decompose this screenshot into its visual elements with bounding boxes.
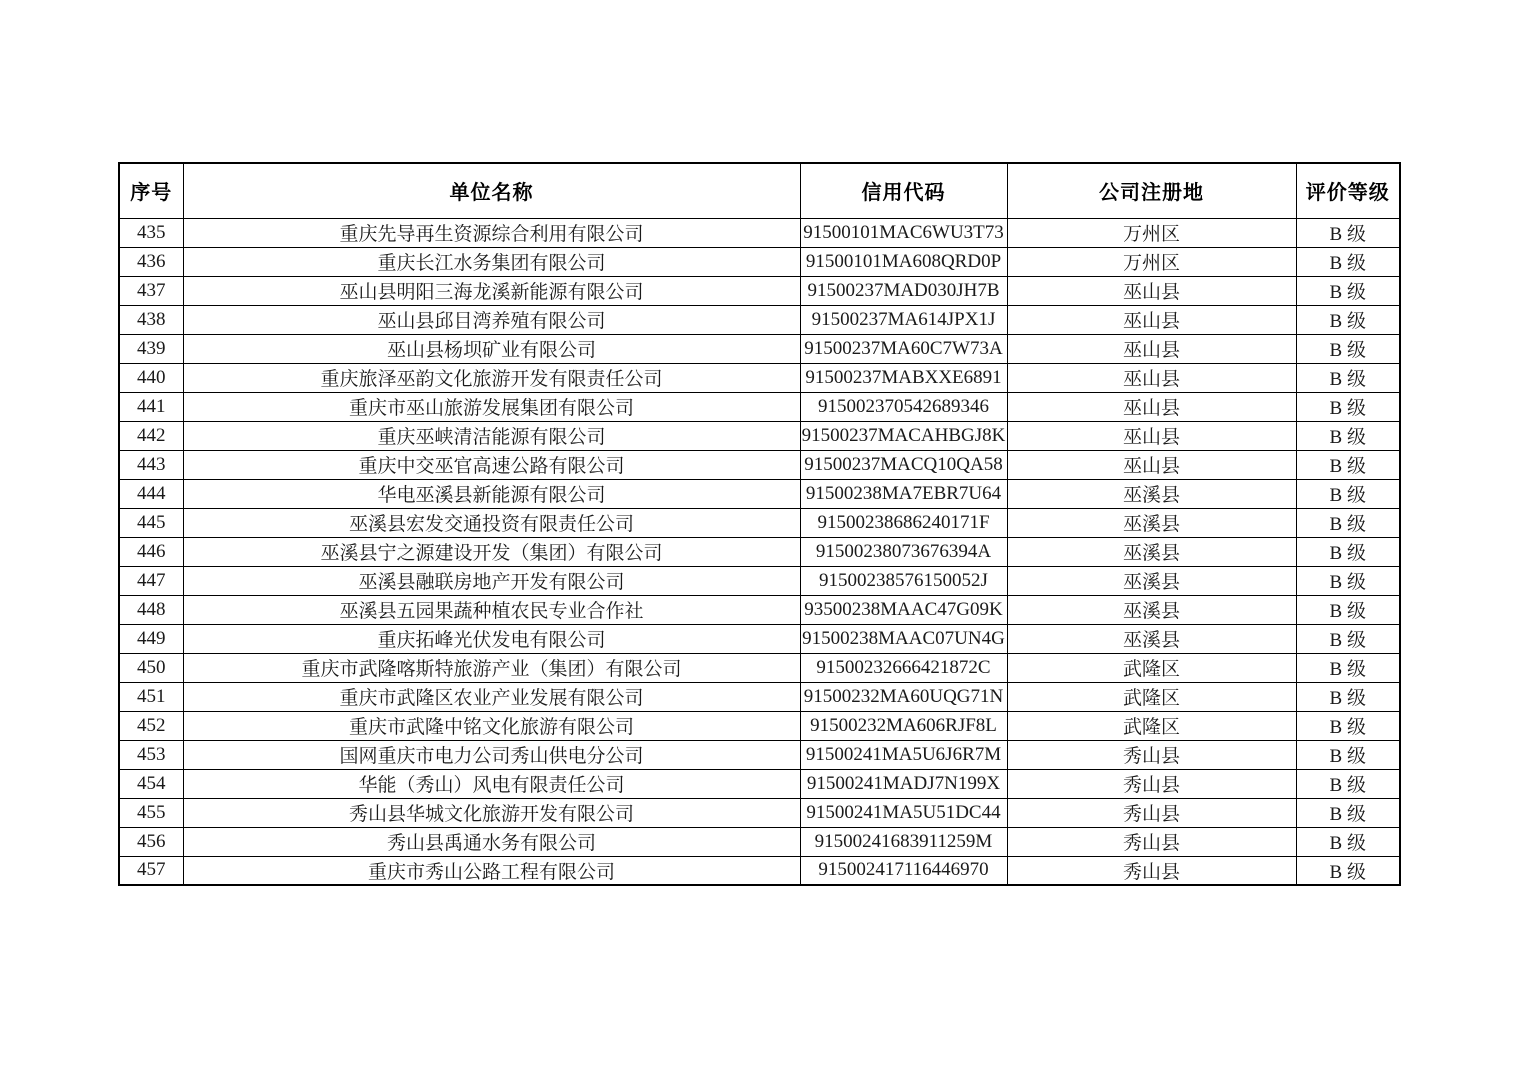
cell-no: 454: [119, 769, 183, 798]
cell-rating: B 级: [1296, 711, 1400, 740]
table-row: [119, 595, 1400, 624]
table-row: [119, 508, 1400, 537]
cell-no: 453: [119, 740, 183, 769]
cell-location: 巫溪县: [1007, 566, 1296, 595]
table-row: [119, 537, 1400, 566]
cell-name: 重庆先导再生资源综合利用有限公司: [183, 218, 800, 247]
cell-location: 巫溪县: [1007, 595, 1296, 624]
cell-code: 91500232666421872C: [800, 653, 1007, 682]
cell-rating: B 级: [1296, 276, 1400, 305]
table-row: [119, 653, 1400, 682]
cell-code: 91500232MA60UQG71N: [800, 682, 1007, 711]
cell-location: 万州区: [1007, 247, 1296, 276]
cell-name: 巫山县明阳三海龙溪新能源有限公司: [183, 276, 800, 305]
cell-name: 巫山县邱目湾养殖有限公司: [183, 305, 800, 334]
table-row: [119, 450, 1400, 479]
cell-rating: B 级: [1296, 247, 1400, 276]
cell-no: 442: [119, 421, 183, 450]
cell-no: 445: [119, 508, 183, 537]
column-header-rating: 评价等级: [1296, 163, 1400, 218]
cell-rating: B 级: [1296, 479, 1400, 508]
table-row: [119, 363, 1400, 392]
table-row: [119, 624, 1400, 653]
cell-code: 91500237MACAHBGJ8K: [800, 421, 1007, 450]
column-header-name: 单位名称: [183, 163, 800, 218]
column-header-location: 公司注册地: [1007, 163, 1296, 218]
cell-location: 巫溪县: [1007, 508, 1296, 537]
table-row: [119, 218, 1400, 247]
cell-rating: B 级: [1296, 305, 1400, 334]
table-row: [119, 682, 1400, 711]
table-row: [119, 479, 1400, 508]
cell-location: 巫山县: [1007, 276, 1296, 305]
cell-rating: B 级: [1296, 392, 1400, 421]
cell-location: 秀山县: [1007, 740, 1296, 769]
table-row: [119, 798, 1400, 827]
cell-location: 巫山县: [1007, 450, 1296, 479]
cell-name: 重庆拓峰光伏发电有限公司: [183, 624, 800, 653]
table-row: [119, 827, 1400, 856]
cell-location: 秀山县: [1007, 827, 1296, 856]
cell-name: 重庆巫峡清洁能源有限公司: [183, 421, 800, 450]
cell-name: 秀山县禹通水务有限公司: [183, 827, 800, 856]
cell-no: 443: [119, 450, 183, 479]
cell-location: 秀山县: [1007, 798, 1296, 827]
cell-location: 武隆区: [1007, 711, 1296, 740]
cell-name: 巫溪县宏发交通投资有限责任公司: [183, 508, 800, 537]
cell-name: 重庆市武隆喀斯特旅游产业（集团）有限公司: [183, 653, 800, 682]
cell-location: 巫溪县: [1007, 537, 1296, 566]
table-row: [119, 392, 1400, 421]
cell-no: 436: [119, 247, 183, 276]
cell-name: 秀山县华城文化旅游开发有限公司: [183, 798, 800, 827]
table-row: [119, 566, 1400, 595]
cell-code: 91500101MA608QRD0P: [800, 247, 1007, 276]
cell-name: 巫山县杨坝矿业有限公司: [183, 334, 800, 363]
cell-rating: B 级: [1296, 537, 1400, 566]
cell-no: 435: [119, 218, 183, 247]
cell-rating: B 级: [1296, 218, 1400, 247]
cell-location: 秀山县: [1007, 856, 1296, 885]
cell-name: 重庆长江水务集团有限公司: [183, 247, 800, 276]
cell-name: 华能（秀山）风电有限责任公司: [183, 769, 800, 798]
cell-code: 91500241683911259M: [800, 827, 1007, 856]
cell-location: 巫溪县: [1007, 624, 1296, 653]
table-row: [119, 334, 1400, 363]
cell-location: 巫山县: [1007, 392, 1296, 421]
cell-code: 91500237MACQ10QA58: [800, 450, 1007, 479]
cell-rating: B 级: [1296, 334, 1400, 363]
cell-rating: B 级: [1296, 827, 1400, 856]
cell-location: 巫山县: [1007, 305, 1296, 334]
column-header-code: 信用代码: [800, 163, 1007, 218]
cell-code: 91500241MA5U6J6R7M: [800, 740, 1007, 769]
cell-name: 巫溪县融联房地产开发有限公司: [183, 566, 800, 595]
table-row: [119, 247, 1400, 276]
cell-name: 重庆市武隆中铭文化旅游有限公司: [183, 711, 800, 740]
cell-rating: B 级: [1296, 653, 1400, 682]
cell-no: 437: [119, 276, 183, 305]
cell-location: 巫山县: [1007, 421, 1296, 450]
cell-name: 华电巫溪县新能源有限公司: [183, 479, 800, 508]
cell-name: 重庆中交巫官高速公路有限公司: [183, 450, 800, 479]
cell-rating: B 级: [1296, 421, 1400, 450]
cell-name: 重庆市武隆区农业产业发展有限公司: [183, 682, 800, 711]
cell-name: 巫溪县五园果蔬种植农民专业合作社: [183, 595, 800, 624]
cell-code: 91500237MABXXE6891: [800, 363, 1007, 392]
cell-code: 91500237MAD030JH7B: [800, 276, 1007, 305]
cell-name: 国网重庆市电力公司秀山供电分公司: [183, 740, 800, 769]
cell-no: 455: [119, 798, 183, 827]
cell-location: 巫溪县: [1007, 479, 1296, 508]
cell-code: 915002417116446970: [800, 856, 1007, 885]
cell-rating: B 级: [1296, 595, 1400, 624]
cell-no: 441: [119, 392, 183, 421]
table-row: [119, 856, 1400, 885]
cell-no: 457: [119, 856, 183, 885]
cell-code: 91500238MA7EBR7U64: [800, 479, 1007, 508]
cell-rating: B 级: [1296, 450, 1400, 479]
cell-location: 巫山县: [1007, 363, 1296, 392]
table-row: [119, 711, 1400, 740]
cell-code: 91500238073676394A: [800, 537, 1007, 566]
cell-code: 91500237MA60C7W73A: [800, 334, 1007, 363]
table-row: [119, 740, 1400, 769]
cell-rating: B 级: [1296, 624, 1400, 653]
cell-rating: B 级: [1296, 798, 1400, 827]
table-row: [119, 769, 1400, 798]
table-row: [119, 276, 1400, 305]
table-body: [119, 218, 1400, 885]
cell-no: 456: [119, 827, 183, 856]
cell-no: 448: [119, 595, 183, 624]
cell-code: 91500101MAC6WU3T73: [800, 218, 1007, 247]
cell-rating: B 级: [1296, 508, 1400, 537]
cell-code: 91500238MAAC07UN4G: [800, 624, 1007, 653]
cell-code: 91500238686240171F: [800, 508, 1007, 537]
cell-rating: B 级: [1296, 566, 1400, 595]
cell-rating: B 级: [1296, 363, 1400, 392]
cell-code: 91500237MA614JPX1J: [800, 305, 1007, 334]
cell-no: 447: [119, 566, 183, 595]
cell-location: 武隆区: [1007, 682, 1296, 711]
cell-location: 秀山县: [1007, 769, 1296, 798]
company-rating-table: [118, 162, 1401, 886]
column-header-no: 序号: [119, 163, 183, 218]
table-row: [119, 305, 1400, 334]
cell-no: 452: [119, 711, 183, 740]
cell-code: 93500238MAAC47G09K: [800, 595, 1007, 624]
table-row: [119, 421, 1400, 450]
cell-no: 440: [119, 363, 183, 392]
cell-rating: B 级: [1296, 856, 1400, 885]
cell-no: 439: [119, 334, 183, 363]
cell-no: 451: [119, 682, 183, 711]
cell-name: 重庆市巫山旅游发展集团有限公司: [183, 392, 800, 421]
cell-no: 449: [119, 624, 183, 653]
cell-location: 武隆区: [1007, 653, 1296, 682]
cell-no: 450: [119, 653, 183, 682]
cell-code: 91500241MADJ7N199X: [800, 769, 1007, 798]
cell-location: 巫山县: [1007, 334, 1296, 363]
cell-rating: B 级: [1296, 682, 1400, 711]
cell-name: 重庆市秀山公路工程有限公司: [183, 856, 800, 885]
cell-code: 915002370542689346: [800, 392, 1007, 421]
cell-code: 91500238576150052J: [800, 566, 1007, 595]
table-header-row: [119, 163, 1400, 218]
cell-rating: B 级: [1296, 740, 1400, 769]
cell-location: 万州区: [1007, 218, 1296, 247]
cell-code: 91500241MA5U51DC44: [800, 798, 1007, 827]
cell-rating: B 级: [1296, 769, 1400, 798]
cell-no: 446: [119, 537, 183, 566]
cell-no: 444: [119, 479, 183, 508]
cell-name: 重庆旅泽巫韵文化旅游开发有限责任公司: [183, 363, 800, 392]
cell-no: 438: [119, 305, 183, 334]
cell-code: 91500232MA606RJF8L: [800, 711, 1007, 740]
cell-name: 巫溪县宁之源建设开发（集团）有限公司: [183, 537, 800, 566]
